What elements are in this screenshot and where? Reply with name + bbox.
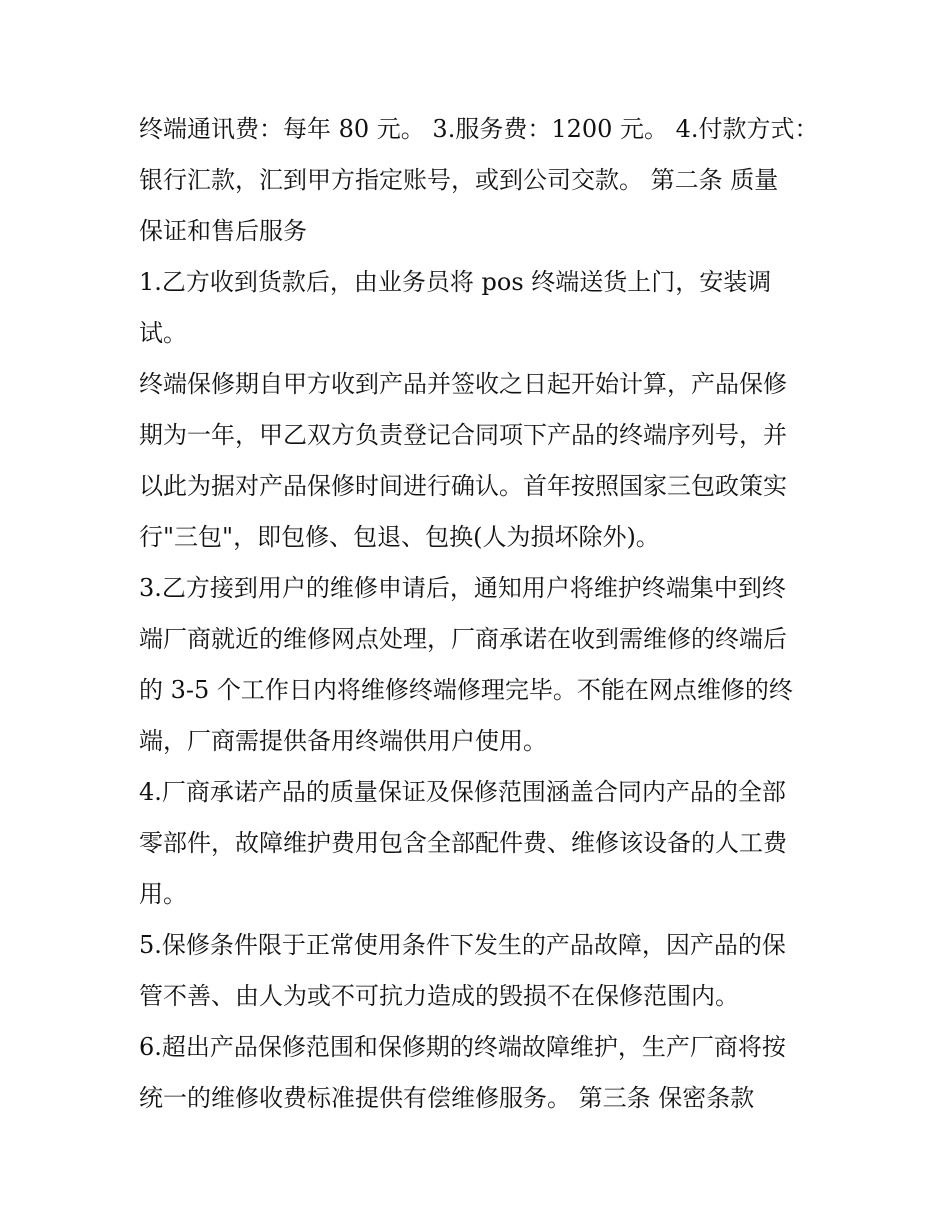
text-line: 行"三包"，即包修、包退、包换(人为损坏除外)。 [139, 523, 660, 551]
text-line: 的 3-5 个工作日内将维修终端修理完毕。不能在网点维修的终 [139, 676, 793, 704]
paragraph-delivery-installation [139, 257, 819, 359]
paragraph-warranty-scope [139, 767, 819, 920]
text-line: 银行汇款，汇到甲方指定账号，或到公司交款。 第二条 质量 [139, 166, 779, 194]
text-line: 3.乙方接到用户的维修申请后，通知用户将维护终端集中到终 [139, 574, 786, 602]
text-line: 4.厂商承诺产品的质量保证及保修范围涵盖合同内产品的全部 [139, 778, 786, 806]
text-line: 试。 [139, 319, 187, 347]
text-line: 管不善、由人为或不可抗力造成的毁损不在保修范围内。 [139, 982, 739, 1010]
text-line: 统一的维修收费标准提供有偿维修服务。 第三条 保密条款 [139, 1084, 755, 1112]
text-line: 以此为据对产品保修时间进行确认。首年按照国家三包政策实 [139, 472, 787, 500]
text-line: 5.保修条件限于正常使用条件下发生的产品故障，因产品的保 [139, 931, 786, 959]
text-line: 端，厂商需提供备用终端供用户使用。 [139, 727, 547, 755]
text-line: 用。 [139, 880, 187, 908]
paragraph-fees-and-payment [139, 104, 819, 257]
text-line: 零部件，故障维护费用包含全部配件费、维修该设备的人工费 [139, 829, 787, 857]
paragraph-paid-repair [139, 1022, 819, 1124]
text-line: 期为一年，甲乙双方负责登记合同项下产品的终端序列号，并 [139, 421, 787, 449]
text-line: 6.超出产品保修范围和保修期的终端故障维护，生产厂商将按 [139, 1033, 786, 1061]
text-line: 1.乙方收到货款后，由业务员将 pos 终端送货上门，安装调 [139, 268, 772, 296]
text-line: 保证和售后服务 [139, 217, 307, 245]
paragraph-warranty-conditions [139, 920, 819, 1022]
paragraph-repair-process [139, 563, 819, 767]
text-line: 终端通讯费：每年 80 元。 3.服务费：1200 元。 4.付款方式： [139, 115, 819, 143]
text-line: 终端保修期自甲方收到产品并签收之日起开始计算，产品保修 [139, 370, 787, 398]
document-body [139, 104, 819, 1124]
text-line: 端厂商就近的维修网点处理，厂商承诺在收到需维修的终端后 [139, 625, 787, 653]
paragraph-warranty-period [139, 359, 819, 563]
